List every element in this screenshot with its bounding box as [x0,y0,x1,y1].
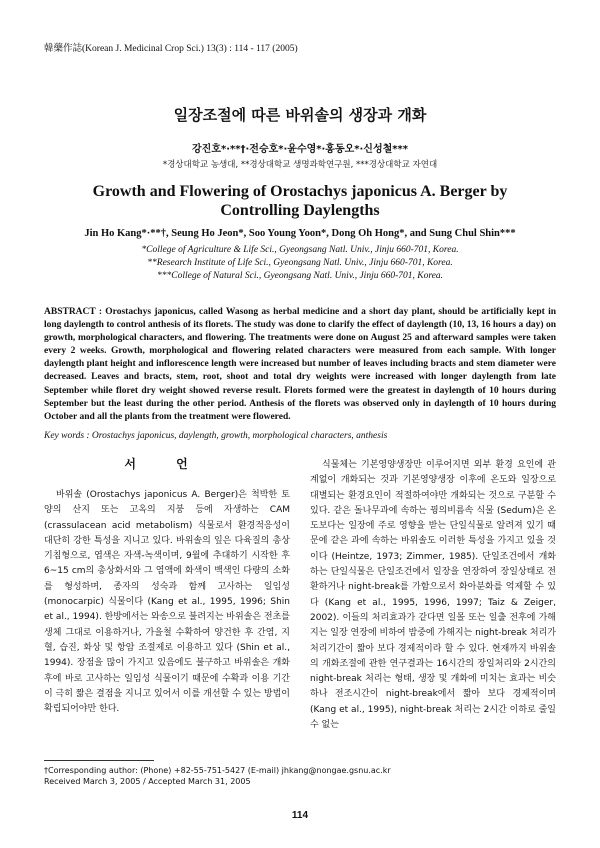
footnote [44,765,391,787]
received-dates: Received March 3, 2005 / Accepted March 31, 2005 [44,777,251,786]
section-heading: 서 언 [124,457,206,471]
english-affiliation: *College of Agriculture & Life Sci., Gyeongsang Natl. Univ., Jinju 660-701, Korea. [141,245,459,255]
korean-title: 일장조절에 따른 바위솔의 생장과 개화 [173,106,427,124]
english-affiliation: ***College of Natural Sci., Gyeongsang Natl. Univ., Jinju 660-701, Korea. [156,271,444,281]
journal-header: 韓藥作誌(Korean J. Medicinal Crop Sci.) 13(3) : 114 - 117 (2005) [44,44,298,54]
keywords: Key words : Orostachys japonicus, daylength, growth, morphological characters, anthesis [44,431,388,441]
english-affiliations [0,244,600,283]
english-title-line1: Growth and Flowering of Orostachys japonicus A. Berger by [92,183,508,200]
korean-authors: 강진호*·**†·전승호*·윤수영*·홍동오*·신성철*** [192,144,408,155]
english-affiliation: **Research Institute of Life Sci., Gyeongsang Natl. Univ., Jinju 660-701, Korea. [147,258,453,268]
footnote-rule [44,760,154,761]
body-paragraph: 식물체는 기본영양생장만 이루어지면 외부 환경 요인에 관계없이 개화되는 것과 기본영양생장 이후에 온도와 일장으로 대별되는 환경요인이 적절하여야만 개화되는 것으로 구분할 수 있다. 같은 돌나무과에 속하는 꿩의비름속 식물 (Sedum)은 온도보다는 일장에 주로 영향을 받는 단일식물로 알려져 있기 때문에 같은 과에 속하는 바위솔도 이러한 특성을 가지고 있을 것이다 (Heintze, 1973; Zimmer, 1985). 단일조건에서 개화하는 단일식물은 단일조건에서 일장을 연장하여 장일상태로 전환하거나 night-break를 가함으로서 화아분화를 억제할 수 있다 (Kang et al., 1995, 1996, 1997; Taiz & Zeiger, 2002). 이들의 처리효과가 같다면 일몰 또는 일출 전후에 가해지는 일장 연장에 비하여 밤중에 가해지는 night-break 처리가 처리기간이 짧아 보다 경제적이라 할 수 있다. 현재까지 바위솔의 개화조절에 관한 연구결과는 16시간의 장일처리와 2시간의 night-break 처리는 형태, 생장 및 개화에 미치는 효과는 비슷하나 전조시간이 night-break에서 짧아 보다 경제적이며 (Kang et al., 1995), night-break 처리는 2시간 이하로 줄일 수 없는 [310,460,556,731]
abstract: ABSTRACT : Orostachys japonicus, called Wasong as herbal medicine and a short day plant, should be artificially kept in long daylength to control anthesis of its florets. The study was done to clarify the effect of daylength (10, 13, 16 hours a day) on growth, morphological characters, and flowering. The treatments were done on August 25 and afterward samples were taken every 2 weeks. Growth, morphological and flowering related characters were measured from each sample. With longer daylength plant height and inflorescence length were increased but number of leaves including bracts and stem diameter were decreased. Leaves and bracts, stem, root, shoot and total dry weights were increased with longer daylength from late September while floret dry weight showed reverse result. Florets formed were the greatest in daylength of 10 hours during September but the least during the other period. Anthesis of the florets was observed only in daylength of 10 hours during October and all the plants from the treatment were flowered. [44,307,556,422]
corresponding-author: †Corresponding author: (Phone) +82-55-751-5427 (E-mail) jhkang@nongae.gsnu.ac.kr [44,766,391,775]
right-column [310,458,556,733]
english-title-line2: Controlling Daylengths [220,202,380,219]
english-title [0,182,600,220]
body-paragraph: 바위솔 (Orostachys japonicus A. Berger)은 척박한 토양의 산지 또는 고옥의 지붕 등에 자생하는 CAM (crassulacean acid metabolism) 식물로서 환경적응성이 대단히 강한 특성을 지니고 있다. 바위솔의 잎은 다육질의 총상기침형으로, 엽색은 자색-녹색이며, 9월에 추대하기 시작한 후 6~15 cm의 총상화서와 그 염액에 화색이 백색인 다량의 소화를 형성하며, 종자의 성숙과 함께 고사하는 일임성 (monocarpic) 식물이다 (Kang et al., 1995, 1996; Shin et al., 1994). 한방에서는 와송으로 불려지는 바위솔은 전초를 생체 그대로 이용하거나, 가을철 수확하여 양건한 후 간염, 지혈, 습진, 화상 및 항암 조절제로 이용하고 있다 (Shin et al., 1994). 장점을 많이 가지고 있음에도 불구하고 바위솔은 개화 후에 바로 고사하는 일임성 식물이기 때문에 수확과 이용 기간이 극히 짧은 결점을 지니고 있어서 이를 개선할 수 있는 방법이 확립되어야만 한다. [44,490,290,715]
page-number: 114 [291,810,309,821]
left-column [44,488,290,717]
korean-affiliations: *경상대학교 농생대, **경상대학교 생명과학연구원, ***경상대학교 자연대 [162,160,438,170]
english-authors: Jin Ho Kang*·**†, Seung Ho Jeon*, Soo Young Yoon*, Dong Oh Hong*, and Sung Chul Shin*** [84,228,516,239]
